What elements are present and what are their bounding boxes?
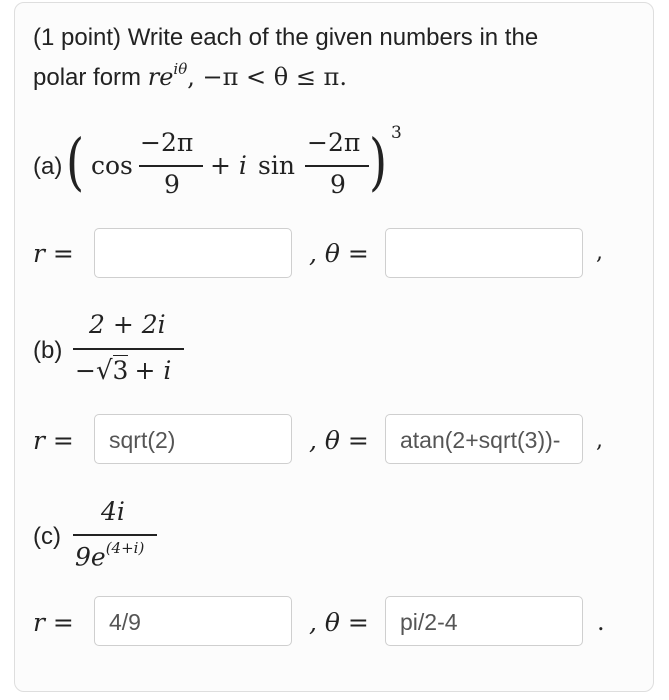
- part-a-right-paren: ): [369, 125, 388, 198]
- part-a-cos: cos: [91, 151, 133, 180]
- part-c-fraction-bar: [73, 534, 157, 536]
- part-b-end-punct: ,: [596, 428, 603, 453]
- part-c-r-input[interactable]: 4/9: [94, 596, 292, 646]
- part-a-denominator-2: 9: [330, 170, 346, 199]
- part-a-label: (a): [33, 153, 63, 180]
- part-a-exponent: 3: [391, 123, 402, 143]
- part-a-end-punct: ,: [596, 240, 603, 265]
- part-c-numerator: 4i: [101, 497, 125, 526]
- part-c-theta-label: , θ =: [309, 608, 369, 637]
- part-a-denominator-1: 9: [164, 170, 180, 199]
- part-b-theta-label: , θ =: [309, 426, 369, 455]
- part-b-r-input[interactable]: sqrt(2): [94, 414, 292, 464]
- part-b-denominator: −√3 + i: [75, 356, 172, 386]
- part-a-fraction-bar-2: [305, 165, 369, 167]
- part-b-r-label: r =: [33, 426, 74, 455]
- part-a-r-input[interactable]: [94, 228, 292, 278]
- part-c-label: (c): [33, 523, 61, 550]
- problem-statement-line1: (1 point) Write each of the given numbers in the: [33, 24, 539, 51]
- part-a-numerator-1: −2π: [140, 128, 194, 157]
- part-b-label: (b): [33, 337, 63, 364]
- part-a-r-label: r =: [33, 239, 74, 268]
- part-c-denominator: $9e^{(4+i)}$: [75, 539, 145, 572]
- problem-card: [14, 2, 654, 692]
- part-a-theta-input[interactable]: [385, 228, 583, 278]
- part-a-sin: sin: [258, 151, 295, 180]
- problem-statement-line2: polar form $re^{i\theta}$, −π < θ ≤ π.: [33, 60, 347, 91]
- part-a-fraction-bar-1: [139, 165, 203, 167]
- part-a-left-paren: (: [66, 125, 85, 198]
- part-a-plus-i: + i: [210, 151, 247, 180]
- part-b-numerator: 2 + 2i: [89, 310, 166, 339]
- part-a-numerator-2: −2π: [307, 128, 361, 157]
- part-c-end-punct: .: [597, 608, 605, 636]
- part-c-theta-input[interactable]: pi/2-4: [385, 596, 583, 646]
- part-a-theta-label: , θ =: [309, 239, 369, 268]
- part-b-theta-input[interactable]: atan(2+sqrt(3))-: [385, 414, 583, 464]
- part-b-fraction-bar: [73, 348, 184, 350]
- part-c-r-label: r =: [33, 608, 74, 637]
